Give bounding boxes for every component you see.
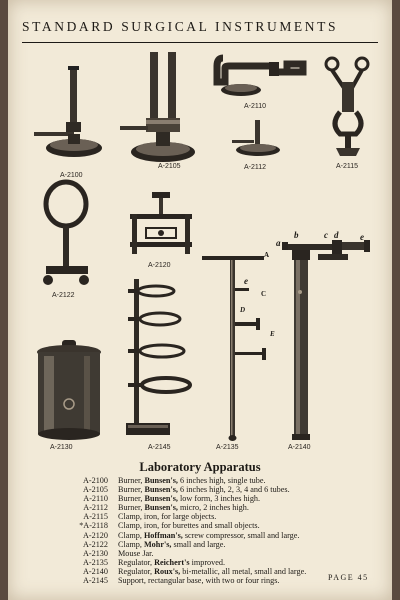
figure-label-a2110: A-2110 xyxy=(244,103,267,110)
mark-a2135-d: D xyxy=(240,306,246,314)
item-code: A-2130 xyxy=(82,548,108,558)
header-rule xyxy=(22,42,378,43)
item-description xyxy=(118,512,216,521)
figure-label-a2112: A-2112 xyxy=(244,164,267,171)
hoffman-clamp-illustration xyxy=(126,190,196,262)
mark-a2135-c: C xyxy=(261,290,267,298)
list-item xyxy=(68,558,388,567)
item-description-text: Mouse Jar. xyxy=(118,548,154,558)
list-item xyxy=(68,476,388,485)
mouse-jar-illustration xyxy=(34,338,104,443)
item-description xyxy=(118,567,306,576)
item-description xyxy=(118,476,266,485)
item-description xyxy=(118,558,225,567)
item-description xyxy=(118,576,279,585)
item-list xyxy=(68,476,388,585)
item-description-text: Regulator, xyxy=(118,566,155,576)
item-description-detail: micro, 2 inches high. xyxy=(177,503,249,513)
list-item xyxy=(68,549,388,558)
item-description xyxy=(118,485,290,494)
item-maker-name: Roux's, xyxy=(154,566,181,576)
item-description-detail: screw compressor, small and large. xyxy=(182,530,300,540)
item-code: A-2120 xyxy=(82,530,108,540)
figure-reichert-regulator xyxy=(196,252,276,442)
item-maker-name: Bunsen's, xyxy=(144,485,178,495)
item-description xyxy=(118,549,153,558)
item-maker-name: Mohr's, xyxy=(143,539,172,549)
item-description-text: Support, rectangular base, with two or four rings. xyxy=(118,576,280,586)
bunsen-burner-single-illustration xyxy=(28,60,108,170)
figure-label-a2130: A-2130 xyxy=(50,444,73,451)
item-code: A-2112 xyxy=(83,503,108,513)
figure-label-a2100: A-2100 xyxy=(60,172,83,179)
item-description-text: Burner, xyxy=(118,494,145,504)
figure-label-a2105: A-2105 xyxy=(158,163,181,170)
item-description-text: Burner, xyxy=(118,476,145,485)
item-code: A-2110 xyxy=(83,494,108,504)
item-description-detail: 6 inches high, single tube. xyxy=(177,476,266,485)
figure-bunsen-burner-micro xyxy=(228,118,288,158)
item-maker-name: Bunsen's, xyxy=(144,476,178,485)
list-item xyxy=(68,494,388,503)
list-item xyxy=(68,485,388,494)
figure-label-a2145: A-2145 xyxy=(148,444,171,451)
item-description-detail: improved. xyxy=(189,557,226,567)
item-description xyxy=(118,531,299,540)
figure-iron-clamp xyxy=(318,52,378,162)
item-code: A-2135 xyxy=(82,557,108,567)
mark-a2135-e: e xyxy=(244,276,248,286)
item-description-text: Clamp, xyxy=(118,530,144,540)
item-code: A-2115 xyxy=(83,512,108,522)
mark-a2140-e: e xyxy=(360,232,364,242)
item-maker-name: Hoffman's, xyxy=(143,530,183,540)
item-description-detail: 6 inches high, 2, 3, 4 and 6 tubes. xyxy=(177,485,290,495)
item-description xyxy=(118,540,225,549)
mark-a2135-a: A xyxy=(264,251,270,259)
mark-a2135-e2: E xyxy=(270,330,275,338)
iron-clamp-illustration xyxy=(318,52,378,162)
item-maker-name: Reichert's xyxy=(154,557,190,567)
catalog-page xyxy=(8,0,392,600)
item-description-text: Clamp, xyxy=(118,539,144,549)
figure-ring-support xyxy=(116,275,196,445)
mark-a2140-a: a xyxy=(276,238,281,248)
mohr-clamp-illustration xyxy=(36,180,96,290)
item-description-detail: low form, 3 inches high. xyxy=(177,494,261,504)
item-description xyxy=(118,494,260,503)
item-code: A-2122 xyxy=(82,539,108,549)
item-description-text: Burner, xyxy=(118,485,145,495)
list-item xyxy=(68,521,388,530)
figure-mouse-jar xyxy=(34,338,104,443)
figure-mohr-clamp xyxy=(36,180,96,290)
bunsen-burner-low-illustration xyxy=(213,52,308,102)
list-item xyxy=(68,503,388,512)
figure-label-a2140: A-2140 xyxy=(288,444,311,451)
item-code: A-2145 xyxy=(82,576,108,586)
ring-support-illustration xyxy=(116,275,196,445)
figure-hoffman-clamp xyxy=(126,190,196,262)
figure-roux-regulator xyxy=(278,236,374,442)
reichert-regulator-illustration xyxy=(196,252,276,442)
figure-label-a2115: A-2115 xyxy=(336,163,359,170)
list-item xyxy=(68,540,388,549)
figure-label-a2122: A-2122 xyxy=(52,292,75,299)
mark-a2140-b: b xyxy=(294,230,299,240)
item-code: A-2105 xyxy=(82,485,108,495)
item-code: A-2140 xyxy=(82,566,108,576)
item-code: A-2100 xyxy=(82,476,108,485)
figure-label-a2135: A-2135 xyxy=(216,444,239,451)
item-code: *A-2118 xyxy=(79,521,108,531)
item-description-detail: small and large. xyxy=(171,539,226,549)
list-item xyxy=(68,512,388,521)
mark-a2140-d: d xyxy=(334,230,339,240)
item-description-detail: bi-metallic, all metal, small and large. xyxy=(180,566,307,576)
item-maker-name: Bunsen's, xyxy=(144,494,178,504)
page-number: PAGE 45 xyxy=(328,573,369,582)
item-description-text: Clamp, iron, for large objects. xyxy=(118,512,217,522)
figure-bunsen-burner-single xyxy=(28,60,108,170)
item-description-text: Regulator, xyxy=(118,557,155,567)
mark-a2140-c: c xyxy=(324,230,328,240)
figure-label-a2120: A-2120 xyxy=(148,262,171,269)
item-description-text: Clamp, iron, for burettes and small objects. xyxy=(118,521,260,531)
item-description xyxy=(118,503,249,512)
item-description xyxy=(118,521,260,530)
item-description-text: Burner, xyxy=(118,503,145,513)
item-maker-name: Bunsen's, xyxy=(144,503,178,513)
bunsen-burner-micro-illustration xyxy=(228,118,288,158)
page-header-title: STANDARD SURGICAL INSTRUMENTS xyxy=(22,19,339,34)
figure-bunsen-burner-multi xyxy=(116,48,206,168)
bunsen-burner-multi-illustration xyxy=(116,48,206,168)
figure-bunsen-burner-low xyxy=(213,52,308,102)
list-item xyxy=(68,531,388,540)
section-title: Laboratory Apparatus xyxy=(139,460,261,474)
roux-regulator-illustration xyxy=(278,236,374,442)
